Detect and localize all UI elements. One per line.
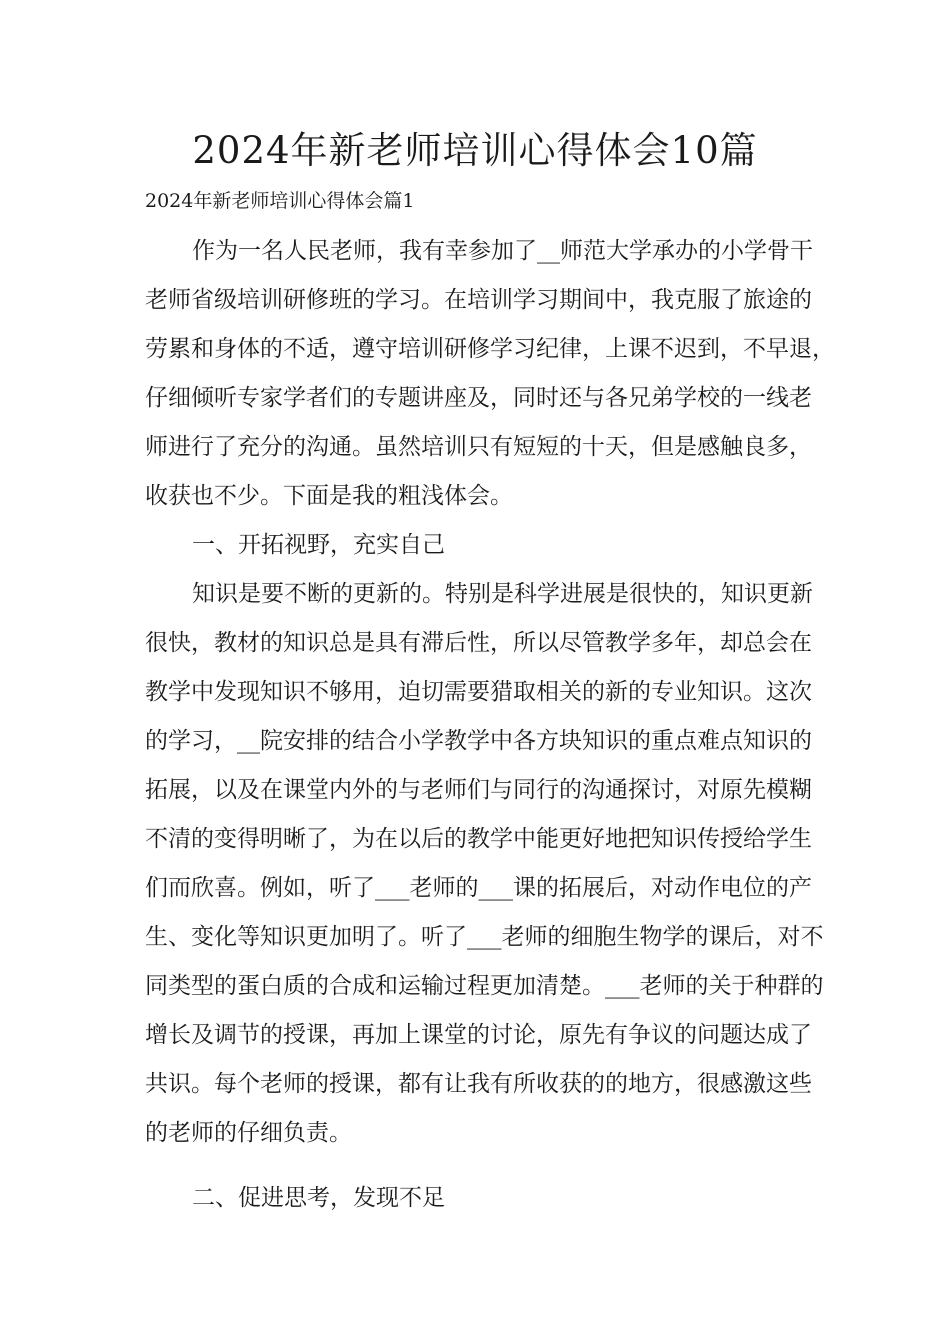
paragraph-line: 很快，教材的知识总是具有滞后性，所以尽管教学多年，却总会在 — [145, 630, 812, 656]
paragraph-line: 知识是要不断的更新的。特别是科学进展是很快的，知识更新 — [192, 581, 813, 607]
paragraph-line: 的老师的仔细负责。 — [145, 1120, 352, 1146]
paragraph-line: 们而欣喜。例如，听了___老师的___课的拓展后，对动作电位的产 — [145, 875, 812, 901]
paragraph-line: 同类型的蛋白质的合成和运输过程更加清楚。___老师的关于种群的 — [145, 973, 824, 999]
subsection-heading: 一、开拓视野，充实自己 — [192, 532, 445, 558]
paragraph-line: 教学中发现知识不够用，迫切需要猎取相关的新的专业知识。这次 — [145, 679, 812, 705]
paragraph-line: 的学习，__院安排的结合小学教学中各方块知识的重点难点知识的 — [145, 728, 812, 754]
paragraph-line: 收获也不少。下面是我的粗浅体会。 — [145, 483, 513, 509]
paragraph-line: 作为一名人民老师，我有幸参加了__师范大学承办的小学骨干 — [192, 238, 813, 264]
paragraph-line: 生、变化等知识更加明了。听了___老师的细胞生物学的课后，对不 — [145, 924, 824, 950]
paragraph-line: 拓展，以及在课堂内外的与老师们与同行的沟通探讨，对原先模糊 — [145, 777, 812, 803]
subsection-heading: 二、促进思考，发现不足 — [192, 1185, 445, 1211]
paragraph-line: 仔细倾听专家学者们的专题讲座及，同时还与各兄弟学校的一线老 — [145, 385, 812, 411]
paragraph-line: 劳累和身体的不适，遵守培训研修学习纪律，上课不迟到，不早退， — [145, 336, 835, 362]
section-heading: 2024年新老师培训心得体会篇1 — [145, 190, 415, 212]
document-title: 2024年新老师培训心得体会10篇 — [192, 129, 758, 172]
paragraph-line: 增长及调节的授课，再加上课堂的讨论，原先有争议的问题达成了 — [145, 1022, 812, 1048]
paragraph-line: 不清的变得明晰了，为在以后的教学中能更好地把知识传授给学生 — [145, 826, 812, 852]
paragraph-line: 师进行了充分的沟通。虽然培训只有短短的十天，但是感触良多， — [145, 434, 812, 460]
paragraph-line: 共识。每个老师的授课，都有让我有所收获的的地方，很感激这些 — [145, 1071, 812, 1097]
paragraph-line: 老师省级培训研修班的学习。在培训学习期间中，我克服了旅途的 — [145, 287, 812, 313]
